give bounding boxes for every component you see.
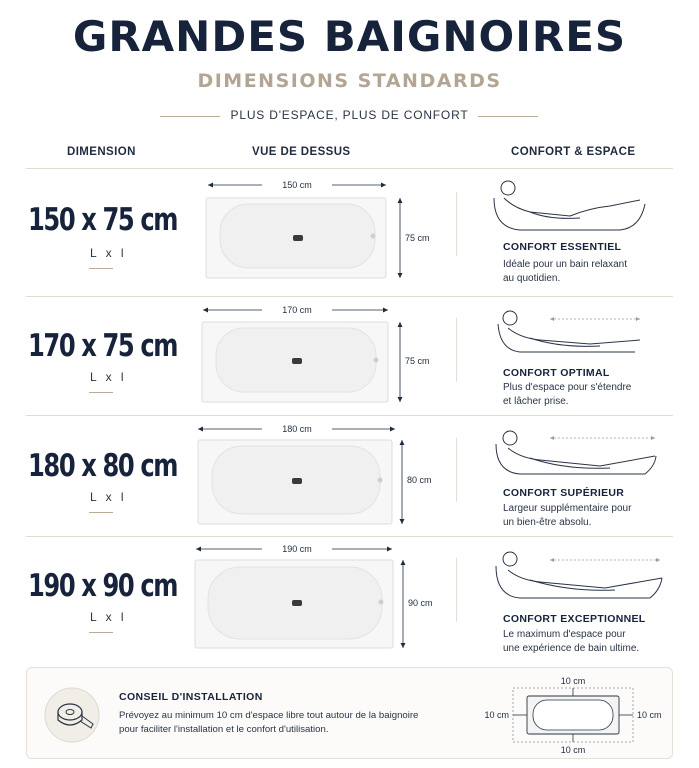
- comfort-title: CONFORT ESSENTIEL: [503, 241, 622, 253]
- clearance-diagram: [457, 672, 667, 758]
- width-label: 75 cm: [405, 356, 430, 366]
- bathtub-top-view: [190, 178, 450, 288]
- person-relaxing-icon: [490, 178, 655, 238]
- comfort-description-line-2: une expérience de bain ultime.: [503, 643, 640, 654]
- bathtub-top-view: [190, 540, 450, 656]
- width-label: 75 cm: [405, 233, 430, 243]
- tagline: PLUS D'ESPACE, PLUS DE CONFORT: [230, 108, 469, 122]
- comfort-description-line-2: au quotidien.: [503, 273, 561, 284]
- column-header-top-view: VUE DE DESSUS: [252, 146, 351, 158]
- dimension-value: 150 x 75 cm: [28, 202, 178, 238]
- comfort-description-line-1: Idéale pour un bain relaxant: [503, 259, 627, 270]
- tip-text-line-1: Prévoyez au minimum 10 cm d'espace libre tout autour de la baignoire: [119, 710, 419, 721]
- row-divider: [26, 536, 673, 537]
- row-180x80: [0, 420, 699, 534]
- comfort-title: CONFORT SUPÉRIEUR: [503, 487, 625, 499]
- clearance-top-label: 10 cm: [560, 676, 586, 686]
- length-label: 170 cm: [282, 305, 312, 315]
- dimension-value: 190 x 90 cm: [28, 568, 178, 604]
- tagline-rule-right: [478, 116, 538, 117]
- lxl-underline: [89, 512, 113, 513]
- row-170x75: [0, 300, 699, 414]
- header-divider: [26, 168, 673, 169]
- tip-title: CONSEIL D'INSTALLATION: [119, 691, 263, 703]
- clearance-bottom-label: 10 cm: [560, 745, 586, 755]
- column-header-comfort: CONFORT & ESPACE: [511, 146, 636, 158]
- length-label: 150 cm: [282, 180, 312, 190]
- page-subtitle: DIMENSIONS STANDARDS: [197, 70, 502, 92]
- lxl-underline: [89, 268, 113, 269]
- comfort-description-line-2: et lâcher prise.: [503, 396, 569, 407]
- dimension-value: 170 x 75 cm: [28, 328, 178, 364]
- column-divider: [456, 438, 457, 502]
- lxl-label: L x l: [90, 370, 127, 384]
- lxl-underline: [89, 632, 113, 633]
- clearance-right-label: 10 cm: [637, 710, 662, 720]
- width-label: 80 cm: [407, 475, 432, 485]
- tip-text-line-2: pour faciliter l'installation et le confort d'utilisation.: [119, 724, 329, 735]
- comfort-description-line-1: Largeur supplémentaire pour: [503, 503, 632, 514]
- lxl-underline: [89, 392, 113, 393]
- comfort-title: CONFORT EXCEPTIONNEL: [503, 613, 646, 625]
- comfort-description-line-2: un bien-être absolu.: [503, 517, 592, 528]
- column-divider: [456, 318, 457, 382]
- person-relaxing-icon: [490, 306, 655, 362]
- column-divider: [456, 192, 457, 256]
- bathtub-top-view: [190, 300, 450, 410]
- page-title: GRANDES BAIGNOIRES: [72, 12, 627, 61]
- comfort-description-line-1: Plus d'espace pour s'étendre: [503, 382, 632, 393]
- length-label: 190 cm: [282, 544, 312, 554]
- tape-measure-icon: [43, 686, 101, 744]
- bathtub-top-view: [190, 420, 450, 532]
- person-relaxing-icon: [490, 546, 665, 604]
- row-150x75: [0, 178, 699, 294]
- column-divider: [456, 558, 457, 622]
- column-header-dimension: DIMENSION: [67, 146, 136, 158]
- length-label: 180 cm: [282, 424, 312, 434]
- dimension-value: 180 x 80 cm: [28, 448, 178, 484]
- tagline-block: [0, 108, 699, 126]
- clearance-left-label: 10 cm: [484, 710, 509, 720]
- row-divider: [26, 415, 673, 416]
- lxl-label: L x l: [90, 610, 127, 624]
- comfort-description-line-1: Le maximum d'espace pour: [503, 629, 626, 640]
- lxl-label: L x l: [90, 490, 127, 504]
- row-divider: [26, 296, 673, 297]
- width-label: 90 cm: [408, 598, 433, 608]
- lxl-label: L x l: [90, 246, 127, 260]
- comfort-title: CONFORT OPTIMAL: [503, 367, 610, 379]
- person-relaxing-icon: [490, 426, 660, 482]
- row-190x90: [0, 540, 699, 660]
- installation-tip-card: [26, 667, 673, 759]
